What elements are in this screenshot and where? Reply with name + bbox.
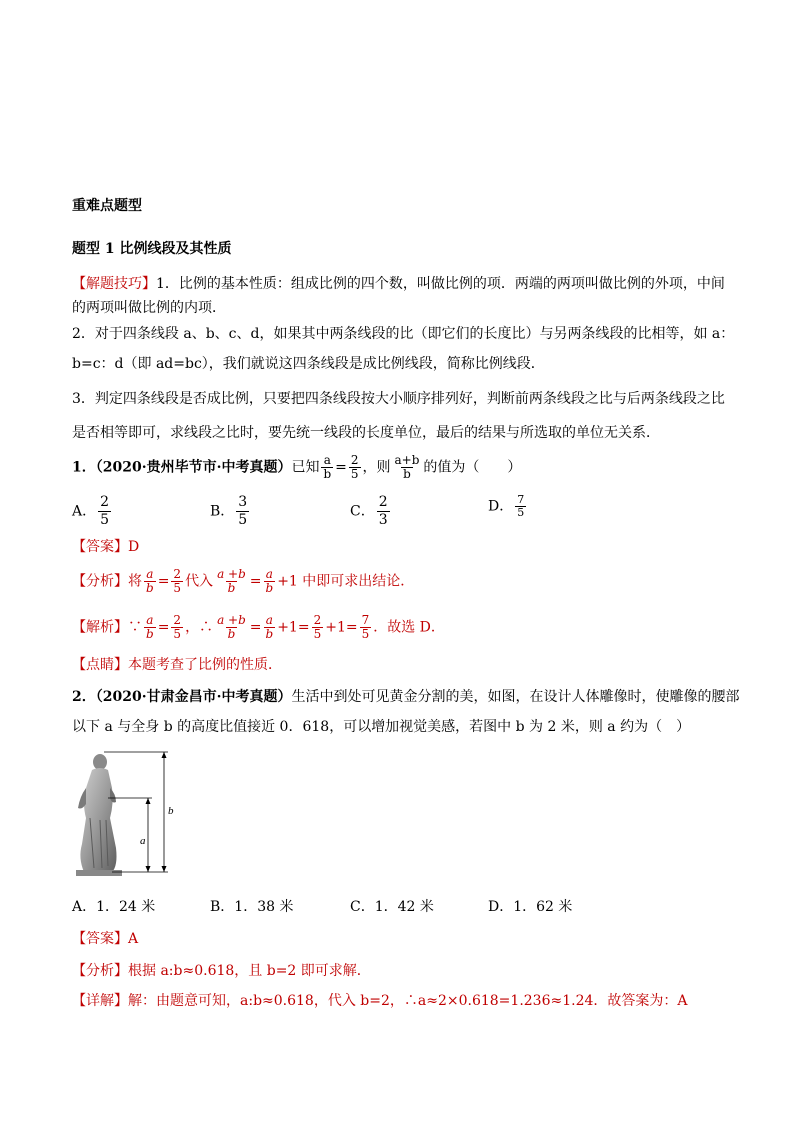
- q2-detail: 【详解】解：由题意可知，a:b≈0.618，代入 b=2，∴a≈2×0.618=1.236≈1.24．故答案为：A: [72, 993, 688, 1009]
- q1-stem: 1．（2020·贵州毕节市·中考真题）已知 $\frac{a}{b}$ = $\frac{2}{5}$ ，则 $\frac{a+b}{b}$ 的值为（ ）: [72, 453, 522, 481]
- q1-ask-fraction: $\frac{a+b}{b}$: [394, 453, 420, 481]
- figure-label-b: b: [168, 805, 174, 817]
- q2-option-c: C．1．42 米: [350, 899, 434, 915]
- q2-stem-line-2: 以下 a 与全身 b 的高度比值接近 0．618，可以增加视觉美感，若图中 b 为 2 米，则 a 约为（ ）: [72, 719, 691, 735]
- figure-label-a: a: [140, 835, 146, 847]
- q2-analysis: 【分析】根据 a:b≈0.618，且 b=2 即可求解．: [72, 963, 371, 979]
- q2-option-b: B．1．38 米: [210, 899, 294, 915]
- q1-option-c: C． $\frac{2}{3}$: [350, 494, 388, 528]
- q1-answer: 【答案】D: [72, 539, 140, 555]
- q2-stem-line-1: 2．（2020·甘肃金昌市·中考真题）生活中到处可见黄金分割的美，如图，在设计人体雕像时，使雕像的腰部: [72, 689, 740, 705]
- q1-option-b: B． $\frac{3}{5}$: [210, 494, 248, 528]
- tips-line-1: 【解题技巧】1．比例的基本性质：组成比例的四个数，叫做比例的项．两端的两项叫做比例的外项，中间: [72, 276, 725, 292]
- q1-option-a: A． $\frac{2}{5}$: [72, 494, 110, 528]
- q1-analysis: 【分析】将 $\frac{a}{b}$ = $\frac{2}{5}$ 代入 $\frac{a +b}{b}$ = $\frac{a}{b}$ +1 中即可求出结论．: [72, 567, 415, 595]
- q2-option-d: D．1．62 米: [488, 899, 573, 915]
- tips-line-6: 是否相等即可，求线段之比时，要先统一线段的长度单位，最后的结果与所选取的单位无关系．: [72, 425, 660, 441]
- q1-known-fraction: $\frac{a}{b}$: [323, 453, 332, 481]
- section-title: 重难点题型: [72, 198, 142, 214]
- tips-line-4: b=c：d（即 ad=bc），我们就说这四条线段是成比例线段，简称比例线段．: [72, 356, 545, 372]
- tips-label: 【解题技巧】: [72, 276, 156, 292]
- statue-figure: [72, 748, 192, 876]
- q1-option-d: D． $\frac{7}{5}$: [488, 493, 525, 519]
- q1-comment: 【点睛】本题考查了比例的性质．: [72, 657, 282, 673]
- tips-line-3: 2．对于四条线段 a、b、c、d，如果其中两条线段的比（即它们的长度比）与另两条线段的比相等，如 a：: [72, 326, 735, 342]
- statue-image: [76, 754, 122, 876]
- q2-option-a: A．1．24 米: [72, 899, 156, 915]
- topic-title: 题型 1 比例线段及其性质: [72, 241, 232, 257]
- tips-line-2: 的两项叫做比例的内项．: [72, 300, 226, 316]
- q1-solution: 【解析】∵ $\frac{a}{b}$ = $\frac{2}{5}$ ，∴ $\frac{a +b}{b}$ = $\frac{a}{b}$ +1= $\frac{2}{5}$ +1= $\frac{7}{5}$ ．故选 D．: [72, 613, 445, 641]
- tips-line-5: 3．判定四条线段是否成比例，只要把四条线段按大小顺序排列好，判断前两条线段之比与后两条线段之比: [72, 391, 725, 407]
- q2-answer: 【答案】A: [72, 931, 139, 947]
